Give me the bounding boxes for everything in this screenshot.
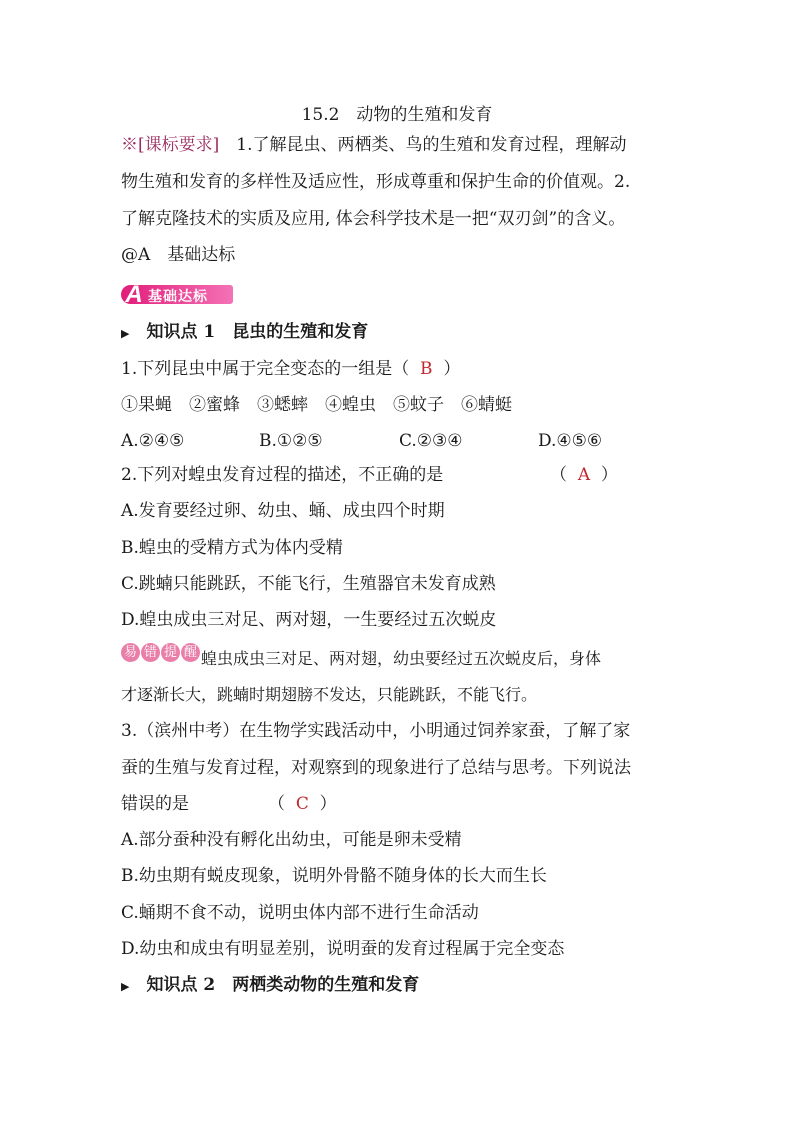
question-2-answer-bracket: （ A ） xyxy=(550,465,618,485)
knowledge-point-2: ▶ 知识点 2 两栖类动物的生殖和发育 xyxy=(121,975,420,995)
question-2-option-c: C.跳蝻只能跳跃，不能飞行，生殖器官未发育成熟 xyxy=(121,574,496,594)
question-3-answer-bracket: （ C ） xyxy=(268,794,337,814)
page-title: 15.2 动物的生殖和发育 xyxy=(301,105,493,125)
tip-char-4: 醒 xyxy=(181,643,200,662)
question-3-line-3: 错误的是 xyxy=(121,794,189,814)
question-2-option-d: D.蝗虫成虫三对足、两对翅，一生要经过五次蜕皮 xyxy=(121,610,497,630)
question-2-option-b: B.蝗虫的受精方式为体内受精 xyxy=(121,538,343,558)
tip-line-2: 才逐渐长大，跳蝻时期翅膀不发达，只能跳跃，不能飞行。 xyxy=(121,685,538,704)
question-2-stem: 2.下列对蝗虫发育过程的描述，不正确的是 xyxy=(121,465,444,485)
question-3-answer: C xyxy=(295,794,309,814)
requirement-line-1: ※[课标要求] 1.了解昆虫、两栖类、鸟的生殖和发育过程，理解动 xyxy=(121,135,627,155)
question-3-option-b: B.幼虫期有蜕皮现象，说明外骨骼不随身体的长大而生长 xyxy=(121,866,547,886)
question-3-option-c: C.蛹期不食不动，说明虫体内部不进行生命活动 xyxy=(121,903,479,923)
question-2-answer: A xyxy=(577,465,591,485)
section-header: @A 基础达标 xyxy=(121,245,236,265)
tip-char-2: 错 xyxy=(141,643,160,662)
question-1-option-d: D.④⑤⑥ xyxy=(538,431,603,451)
question-1-stem: 1.下列昆虫中属于完全变态的一组是（ B ） xyxy=(121,359,461,379)
question-3-option-d: D.幼虫和成虫有明显差别，说明蚕的发育过程属于完全变态 xyxy=(121,939,565,959)
question-3-option-a: A.部分蚕种没有孵化出幼虫，可能是卵未受精 xyxy=(121,830,462,850)
question-2-option-a: A.发育要经过卵、幼虫、蛹、成虫四个时期 xyxy=(121,501,445,521)
requirement-label: ※[课标要求] xyxy=(121,135,220,155)
requirement-line-3: 了解克隆技术的实质及应用, 体会科学技术是一把“双刃剑”的含义。 xyxy=(121,209,626,229)
triangle-bullet-icon: ▶ xyxy=(121,327,130,340)
tip-char-3: 提 xyxy=(161,643,180,662)
question-1-option-a: A.②④⑤ xyxy=(121,431,185,451)
question-1-option-c: C.②③④ xyxy=(399,431,463,451)
question-1-option-b: B.①②⑤ xyxy=(259,431,323,451)
knowledge-point-1: ▶ 知识点 1 昆虫的生殖和发育 xyxy=(121,322,369,342)
basic-level-badge xyxy=(121,282,235,306)
error-tip-label xyxy=(121,643,201,662)
question-1-items: ①果蝇 ②蜜蜂 ③蟋蟀 ④蝗虫 ⑤蚊子 ⑥蜻蜓 xyxy=(121,395,512,415)
question-1-answer: B xyxy=(420,359,433,379)
triangle-bullet-icon: ▶ xyxy=(121,980,130,993)
badge-letter: A xyxy=(125,281,143,308)
tip-line-1: 蝗虫成虫三对足、两对翅，幼虫要经过五次蜕皮后，身体 xyxy=(201,649,602,668)
badge-text: 基础达标 xyxy=(148,288,208,304)
requirement-line-2: 物生殖和发育的多样性及适应性，形成尊重和保护生命的价值观。2. xyxy=(121,172,631,192)
tip-char-1: 易 xyxy=(121,643,140,662)
question-3-line-1: 3.（滨州中考）在生物学实践活动中，小明通过饲养家蚕，了解了家 xyxy=(121,721,631,741)
question-3-line-2: 蚕的生殖与发育过程，对观察到的现象进行了总结与思考。下列说法 xyxy=(121,758,631,778)
